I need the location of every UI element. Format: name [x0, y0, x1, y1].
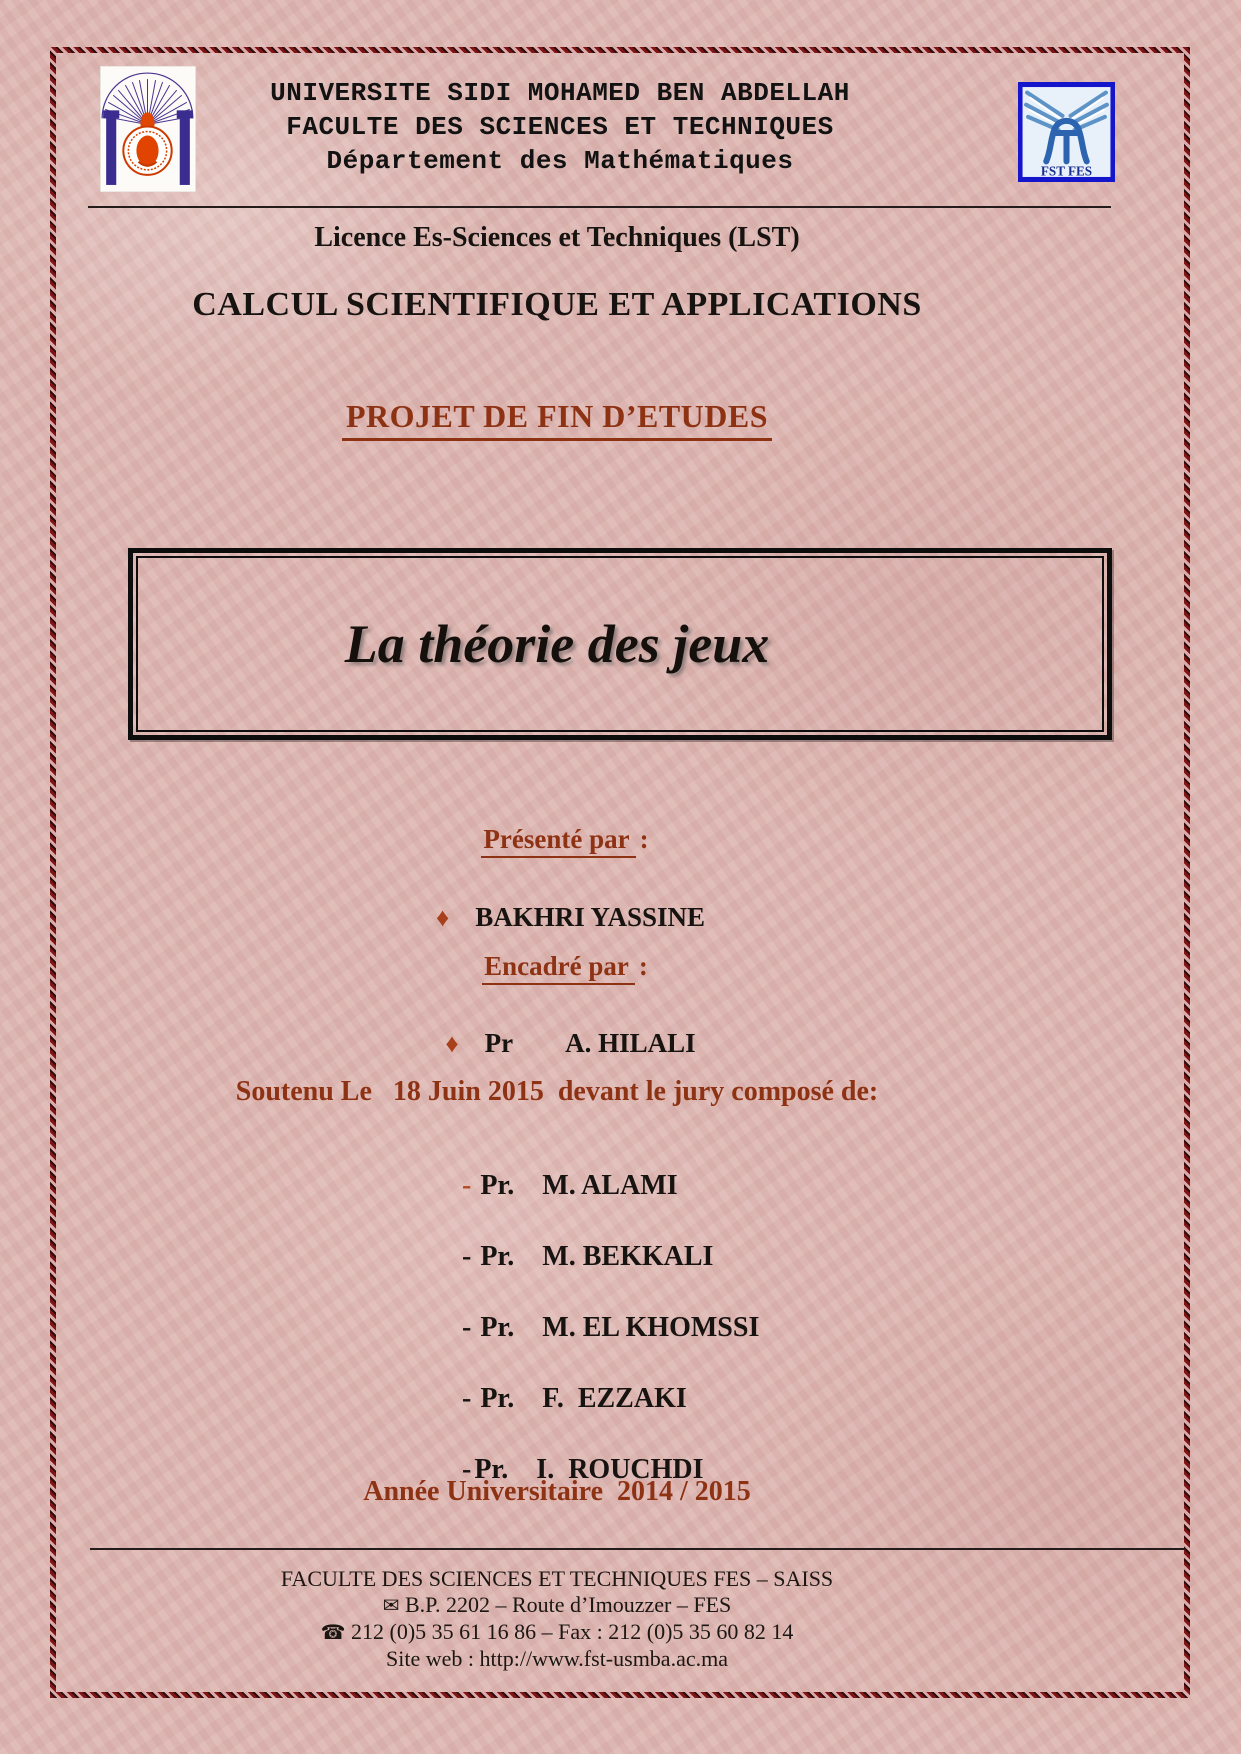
supervisor-title: Pr	[484, 1028, 514, 1058]
report-type-title: PROJET DE FIN D’ETUDES	[342, 398, 772, 441]
report-type-row	[50, 398, 1064, 441]
mail-icon: ✉	[382, 1595, 400, 1617]
jury-list	[420, 1138, 759, 1493]
footer-website: Site web : http://www.fst-usmba.ac.ma	[386, 1646, 728, 1671]
jury-member-title: Pr.	[480, 1241, 515, 1272]
emblem-right-column	[180, 116, 190, 185]
jury-dash: -	[462, 1383, 472, 1414]
jury-member-row	[420, 1351, 759, 1414]
jury-member-title: Pr.	[480, 1312, 515, 1343]
jury-member-row	[420, 1209, 759, 1272]
supervised-by-label: Encadré par	[482, 951, 635, 985]
jury-member-row	[420, 1138, 759, 1201]
presented-by-colon: :	[639, 824, 649, 854]
university-emblem-logo	[100, 66, 196, 192]
jury-member-name: F. EZZAKI	[542, 1383, 687, 1414]
header-institution-block	[238, 76, 882, 178]
university-name: UNIVERSITE SIDI MOHAMED BEN ABDELLAH	[270, 78, 850, 108]
jury-member-name: M. ALAMI	[542, 1170, 678, 1201]
department-name: Département des Mathématiques	[326, 146, 794, 176]
phone-icon: ☎	[320, 1622, 346, 1644]
diamond-bullet-icon: ♦	[445, 1029, 459, 1058]
jury-member-name: M. EL KHOMSSI	[542, 1312, 760, 1343]
jury-member-name: I. ROUCHDI	[536, 1454, 704, 1485]
program-title: Licence Es-Sciences et Techniques (LST)	[314, 222, 800, 253]
emblem-calligraphy	[136, 136, 158, 166]
fst-fes-logo-caption: FST FES	[1040, 163, 1093, 179]
footer-phone: 212 (0)5 35 61 16 86 – Fax : 212 (0)5 35 60 82 14	[351, 1619, 794, 1644]
jury-dash: -	[462, 1170, 472, 1201]
footer-address-line	[50, 1592, 1064, 1619]
footer-address: B.P. 2202 – Route d’Imouzzer – FES	[404, 1592, 732, 1617]
defense-line: Soutenu Le 18 Juin 2015 devant le jury composé de:	[235, 1076, 879, 1107]
jury-member-row	[420, 1422, 759, 1485]
jury-dash: -	[462, 1241, 472, 1272]
emblem-left-column	[106, 116, 116, 185]
jury-member-name: M. BEKKALI	[542, 1241, 714, 1272]
jury-member-title: Pr.	[480, 1170, 515, 1201]
jury-dash: -	[462, 1312, 472, 1343]
jury-member-row	[420, 1280, 760, 1343]
academic-year: Année Universitaire 2014 / 2015	[363, 1476, 751, 1507]
footer-block	[50, 1566, 1064, 1672]
main-title-box	[128, 548, 1112, 740]
header-divider-line	[88, 206, 1111, 208]
footer-phone-line	[50, 1619, 1064, 1646]
supervisor-name: A. HILALI	[565, 1028, 696, 1058]
faculty-name: FACULTE DES SCIENCES ET TECHNIQUES	[286, 112, 834, 142]
jury-member-title: Pr.	[474, 1454, 509, 1485]
footer-faculty-line: FACULTE DES SCIENCES ET TECHNIQUES FES – SAISS	[280, 1566, 834, 1591]
main-title: La théorie des jeux	[344, 614, 770, 674]
field-title: CALCUL SCIENTIFIQUE ET APPLICATIONS	[192, 286, 922, 323]
footer-divider-line	[90, 1548, 1186, 1550]
supervised-by-row	[50, 933, 1064, 1000]
diamond-bullet-icon: ♦	[435, 903, 450, 932]
supervised-by-colon: :	[638, 951, 648, 981]
presented-by-label: Présenté par	[481, 824, 635, 858]
fst-fes-logo	[1018, 82, 1115, 182]
jury-member-title: Pr.	[480, 1383, 515, 1414]
presented-by-row	[50, 806, 1064, 873]
main-title-inner-frame	[136, 556, 1104, 732]
jury-dash: -	[462, 1454, 472, 1485]
student-name: BAKHRI YASSINE	[475, 902, 706, 932]
